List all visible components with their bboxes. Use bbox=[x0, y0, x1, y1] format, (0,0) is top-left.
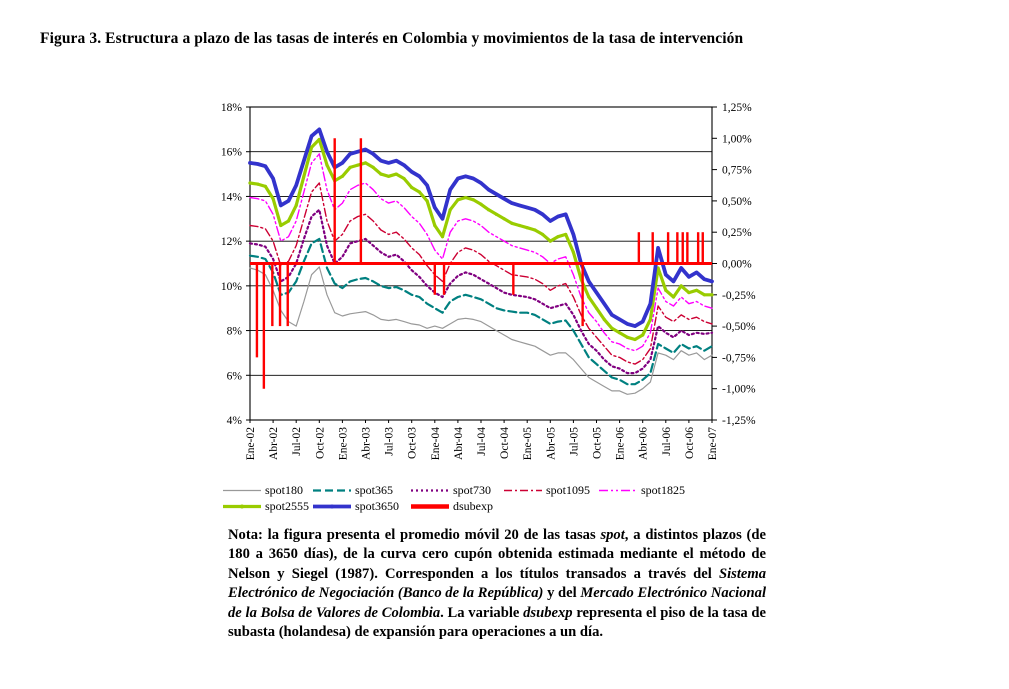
series-spot3650 bbox=[248, 128, 713, 328]
svg-text:-0,25%: -0,25% bbox=[722, 289, 756, 302]
svg-text:Oct-03: Oct-03 bbox=[406, 427, 419, 459]
svg-text:Oct-06: Oct-06 bbox=[683, 427, 696, 459]
right-axis-labels bbox=[722, 102, 756, 427]
svg-text:12%: 12% bbox=[220, 236, 242, 249]
svg-text:Ene-07: Ene-07 bbox=[707, 427, 719, 461]
legend-item-spot1095 bbox=[503, 484, 590, 497]
svg-text:10%: 10% bbox=[220, 280, 242, 293]
legend-key-spot1095 bbox=[503, 486, 543, 495]
svg-text:Abr-02: Abr-02 bbox=[268, 427, 281, 460]
legend-label: spot180 bbox=[265, 483, 304, 497]
figure-title: Figura 3. Estructura a plazo de las tasas de interés en Colombia y movimientos de la tasa de intervención bbox=[40, 30, 744, 47]
legend-item-spot2555 bbox=[222, 500, 309, 513]
svg-text:0,25%: 0,25% bbox=[722, 227, 752, 240]
svg-text:14%: 14% bbox=[220, 191, 242, 204]
legend-item-spot1825 bbox=[598, 484, 685, 497]
svg-text:-0,50%: -0,50% bbox=[722, 321, 756, 334]
svg-text:Abr-05: Abr-05 bbox=[545, 427, 558, 460]
svg-text:0,00%: 0,00% bbox=[722, 258, 752, 271]
svg-text:0,75%: 0,75% bbox=[722, 164, 752, 177]
legend-label: spot365 bbox=[355, 483, 394, 497]
term-structure-chart bbox=[193, 93, 783, 483]
legend-label: spot2555 bbox=[265, 499, 310, 513]
note-italic-segment: Sistema Electrónico de Negociación (Banco de la República) bbox=[228, 565, 766, 602]
svg-text:Ene-04: Ene-04 bbox=[429, 427, 442, 461]
note-segment: Nota: la figura presenta el promedio móvil 20 de las tasas bbox=[228, 527, 601, 543]
svg-text:-1,25%: -1,25% bbox=[722, 415, 756, 427]
note-italic-segment: Mercado Electrónico Nacional de la Bolsa de Valores de Colombia bbox=[228, 585, 766, 621]
note-italic-segment: spot bbox=[600, 527, 625, 543]
series-spot730 bbox=[250, 210, 712, 373]
svg-text:Jul-04: Jul-04 bbox=[476, 427, 488, 456]
legend-label: spot3650 bbox=[355, 499, 400, 513]
legend-key-spot3650 bbox=[312, 502, 352, 511]
legend-label: spot1095 bbox=[546, 483, 591, 497]
svg-text:Ene-02: Ene-02 bbox=[245, 427, 257, 461]
svg-text:Abr-06: Abr-06 bbox=[637, 427, 650, 460]
x-axis-labels bbox=[245, 427, 719, 460]
svg-text:Ene-03: Ene-03 bbox=[337, 427, 350, 461]
svg-text:18%: 18% bbox=[220, 102, 242, 114]
svg-text:0,50%: 0,50% bbox=[722, 195, 752, 208]
svg-text:1,00%: 1,00% bbox=[722, 133, 752, 146]
note-italic-segment: dsubexp bbox=[523, 604, 573, 621]
svg-text:4%: 4% bbox=[226, 415, 242, 427]
series-spot365 bbox=[250, 239, 712, 384]
legend-item-spot3650 bbox=[312, 500, 399, 513]
legend-item-spot180 bbox=[222, 484, 303, 497]
svg-text:6%: 6% bbox=[226, 370, 242, 383]
svg-text:16%: 16% bbox=[220, 146, 242, 159]
svg-text:Jul-02: Jul-02 bbox=[291, 427, 304, 456]
note-segment: representa el piso de la tasa de subasta (holandesa) de expansión para operaciones a un día. bbox=[228, 604, 767, 641]
chart-container bbox=[193, 93, 783, 483]
legend-item-spot365 bbox=[312, 484, 393, 497]
svg-text:-1,00%: -1,00% bbox=[722, 383, 756, 396]
note-segment: . La variable bbox=[440, 604, 524, 621]
legend-label: spot730 bbox=[453, 483, 492, 497]
svg-text:Oct-05: Oct-05 bbox=[591, 427, 604, 459]
svg-text:Jul-05: Jul-05 bbox=[568, 427, 581, 456]
svg-text:Ene-05: Ene-05 bbox=[522, 427, 535, 461]
figure-note bbox=[228, 526, 766, 642]
svg-text:1,25%: 1,25% bbox=[722, 102, 752, 114]
legend-key-spot1825 bbox=[598, 486, 638, 495]
svg-text:Oct-04: Oct-04 bbox=[499, 427, 512, 459]
svg-text:-0,75%: -0,75% bbox=[722, 352, 756, 365]
legend-key-dsubexp bbox=[410, 502, 450, 511]
note-segment: y del bbox=[543, 585, 581, 602]
note-segment: , a distintos plazos (de 180 a 3650 días), de la curva cero cupón obtenida estimada mediante el método de Nelson y Siegel (1987). Corresponden a los títulos transados a través del bbox=[228, 527, 766, 582]
svg-text:8%: 8% bbox=[226, 325, 242, 338]
legend-key-spot2555 bbox=[222, 502, 262, 511]
legend-key-spot365 bbox=[312, 486, 352, 495]
legend-item-dsubexp bbox=[410, 500, 493, 513]
legend-label: spot1825 bbox=[641, 483, 686, 497]
svg-text:Abr-04: Abr-04 bbox=[452, 427, 465, 460]
svg-text:Jul-06: Jul-06 bbox=[660, 427, 673, 456]
legend-key-spot180 bbox=[222, 486, 262, 495]
svg-text:Jul-03: Jul-03 bbox=[383, 427, 396, 456]
svg-text:Abr-03: Abr-03 bbox=[360, 427, 373, 460]
svg-text:Ene-06: Ene-06 bbox=[614, 427, 627, 461]
svg-text:Oct-02: Oct-02 bbox=[314, 427, 327, 459]
legend-label: dsubexp bbox=[453, 499, 493, 513]
legend-key-spot730 bbox=[410, 486, 450, 495]
left-axis-labels bbox=[221, 102, 243, 427]
legend-item-spot730 bbox=[410, 484, 491, 497]
